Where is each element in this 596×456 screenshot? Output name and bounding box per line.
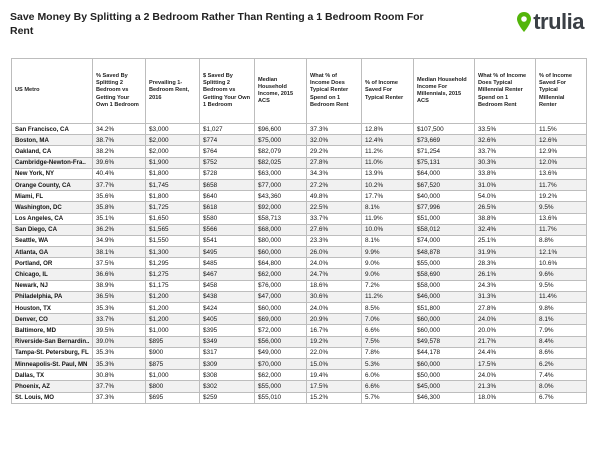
table-row (12, 191, 587, 202)
value-cell: $728 (200, 168, 255, 179)
metro-cell: Los Angeles, CA (12, 213, 93, 224)
value-cell: 10.0% (362, 224, 414, 235)
value-cell: 36.6% (93, 269, 146, 280)
value-cell: $658 (200, 179, 255, 190)
value-cell: 7.8% (362, 347, 414, 358)
table-row (12, 347, 587, 358)
value-cell: 19.4% (307, 370, 362, 381)
value-cell: 6.6% (362, 325, 414, 336)
value-cell: 12.6% (536, 135, 587, 146)
value-cell: $800 (146, 381, 200, 392)
table-row (12, 303, 587, 314)
value-cell: $618 (200, 202, 255, 213)
value-cell: 11.7% (536, 179, 587, 190)
value-cell: $62,000 (255, 370, 307, 381)
value-cell: 38.2% (93, 146, 146, 157)
value-cell: $74,000 (414, 235, 475, 246)
value-cell: 27.6% (307, 224, 362, 235)
value-cell: $51,800 (414, 303, 475, 314)
value-cell: 24.0% (475, 370, 536, 381)
value-cell: 16.7% (307, 325, 362, 336)
value-cell: 34.3% (307, 168, 362, 179)
value-cell: 25.1% (475, 235, 536, 246)
value-cell: $68,000 (255, 224, 307, 235)
value-cell: $70,000 (255, 358, 307, 369)
metro-cell: Chicago, IL (12, 269, 93, 280)
value-cell: $50,000 (414, 370, 475, 381)
value-cell: 19.2% (536, 191, 587, 202)
brand-name: trulia (533, 9, 584, 34)
value-cell: 20.9% (307, 314, 362, 325)
table-row (12, 370, 587, 381)
value-cell: 21.7% (475, 336, 536, 347)
value-cell: 37.7% (93, 381, 146, 392)
column-header: What % of Income Does Typical Renter Spend on 1 Bedroom Rent (307, 59, 362, 124)
value-cell: 6.0% (362, 370, 414, 381)
metro-cell: St. Louis, MO (12, 392, 93, 403)
value-cell: 28.3% (475, 258, 536, 269)
value-cell: $96,600 (255, 124, 307, 135)
value-cell: $58,012 (414, 224, 475, 235)
value-cell: $51,000 (414, 213, 475, 224)
value-cell: $107,500 (414, 124, 475, 135)
value-cell: $63,000 (255, 168, 307, 179)
value-cell: 17.7% (362, 191, 414, 202)
value-cell: 8.8% (536, 235, 587, 246)
table-row (12, 168, 587, 179)
value-cell: 32.6% (475, 135, 536, 146)
table-row (12, 336, 587, 347)
value-cell: 32.4% (475, 224, 536, 235)
value-cell: 17.5% (475, 358, 536, 369)
value-cell: 9.9% (362, 247, 414, 258)
table-row (12, 202, 587, 213)
value-cell: 26.0% (307, 247, 362, 258)
value-cell: $60,000 (414, 325, 475, 336)
value-cell: $60,000 (414, 314, 475, 325)
value-cell: 30.6% (307, 291, 362, 302)
value-cell: $77,000 (255, 179, 307, 190)
value-cell: $438 (200, 291, 255, 302)
table-row (12, 258, 587, 269)
value-cell: $900 (146, 347, 200, 358)
value-cell: $485 (200, 258, 255, 269)
metro-cell: Oakland, CA (12, 146, 93, 157)
column-header: Prevailing 1-Bedroom Rent, 2016 (146, 59, 200, 124)
column-header: $ Saved By Splitting 2 Bedroom vs Getting Your Own 1 Bedroom (200, 59, 255, 124)
column-header: What % of Income Does Typical Millennial Renter Spend on 1 Bedroom Rent (475, 59, 536, 124)
value-cell: 15.0% (307, 358, 362, 369)
value-cell: 37.3% (307, 124, 362, 135)
metro-cell: Atlanta, GA (12, 247, 93, 258)
value-cell: 15.2% (307, 392, 362, 403)
value-cell: 12.8% (362, 124, 414, 135)
value-cell: $60,000 (255, 247, 307, 258)
value-cell: $317 (200, 347, 255, 358)
value-cell: 29.2% (307, 146, 362, 157)
value-cell: 54.0% (475, 191, 536, 202)
metro-cell: San Francisco, CA (12, 124, 93, 135)
table-body (12, 124, 587, 404)
value-cell: 12.0% (536, 157, 587, 168)
value-cell: 34.2% (93, 124, 146, 135)
value-cell: 26.5% (475, 202, 536, 213)
table-row (12, 269, 587, 280)
value-cell: 39.0% (93, 336, 146, 347)
value-cell: $875 (146, 358, 200, 369)
value-cell: 37.7% (93, 179, 146, 190)
value-cell: $45,000 (414, 381, 475, 392)
value-cell: $40,000 (414, 191, 475, 202)
value-cell: 49.8% (307, 191, 362, 202)
value-cell: 27.2% (307, 179, 362, 190)
value-cell: 35.1% (93, 213, 146, 224)
value-cell: $62,000 (255, 269, 307, 280)
trulia-logo (517, 10, 584, 34)
value-cell: 17.5% (307, 381, 362, 392)
value-cell: $1,800 (146, 168, 200, 179)
value-cell: 20.0% (475, 325, 536, 336)
value-cell: $58,713 (255, 213, 307, 224)
value-cell: 5.3% (362, 358, 414, 369)
value-cell: 11.2% (362, 291, 414, 302)
metro-cell: Riverside-San Bernardin.. (12, 336, 93, 347)
value-cell: $73,669 (414, 135, 475, 146)
value-cell: $60,000 (414, 358, 475, 369)
value-cell: $774 (200, 135, 255, 146)
value-cell: 9.0% (362, 269, 414, 280)
value-cell: 11.0% (362, 157, 414, 168)
value-cell: $467 (200, 269, 255, 280)
value-cell: 7.2% (362, 280, 414, 291)
metro-cell: Minneapolis-St. Paul, MN (12, 358, 93, 369)
metro-cell: Cambridge-Newton-Fra.. (12, 157, 93, 168)
value-cell: 22.0% (307, 347, 362, 358)
value-cell: $67,520 (414, 179, 475, 190)
metro-cell: Portland, OR (12, 258, 93, 269)
table-row (12, 235, 587, 246)
value-cell: 31.0% (475, 179, 536, 190)
value-cell: 38.9% (93, 280, 146, 291)
value-cell: 7.9% (536, 325, 587, 336)
value-cell: $1,275 (146, 269, 200, 280)
value-cell: 33.7% (475, 146, 536, 157)
value-cell: $49,578 (414, 336, 475, 347)
value-cell: $259 (200, 392, 255, 403)
value-cell: 23.3% (307, 235, 362, 246)
value-cell: 11.9% (362, 213, 414, 224)
value-cell: $2,000 (146, 135, 200, 146)
table-row (12, 157, 587, 168)
value-cell: $43,360 (255, 191, 307, 202)
value-cell: 40.4% (93, 168, 146, 179)
savings-table (11, 58, 587, 404)
value-cell: $1,565 (146, 224, 200, 235)
value-cell: 39.5% (93, 325, 146, 336)
value-cell: 8.1% (362, 202, 414, 213)
value-cell: $58,690 (414, 269, 475, 280)
value-cell: $1,800 (146, 191, 200, 202)
value-cell: 8.0% (536, 381, 587, 392)
value-cell: 27.8% (307, 157, 362, 168)
value-cell: 24.4% (475, 347, 536, 358)
value-cell: $55,000 (255, 381, 307, 392)
value-cell: 8.5% (362, 303, 414, 314)
value-cell: $48,878 (414, 247, 475, 258)
value-cell: $58,000 (414, 280, 475, 291)
value-cell: $75,131 (414, 157, 475, 168)
value-cell: $695 (146, 392, 200, 403)
value-cell: $308 (200, 370, 255, 381)
value-cell: $80,000 (255, 235, 307, 246)
value-cell: 24.0% (307, 258, 362, 269)
metro-cell: New York, NY (12, 168, 93, 179)
metro-cell: Denver, CO (12, 314, 93, 325)
value-cell: $3,000 (146, 124, 200, 135)
value-cell: 35.6% (93, 191, 146, 202)
metro-cell: Newark, NJ (12, 280, 93, 291)
value-cell: 24.7% (307, 269, 362, 280)
location-pin-icon (517, 12, 531, 32)
table-row (12, 135, 587, 146)
value-cell: $71,254 (414, 146, 475, 157)
value-cell: $77,996 (414, 202, 475, 213)
metro-cell: Boston, MA (12, 135, 93, 146)
value-cell: $495 (200, 247, 255, 258)
value-cell: $1,200 (146, 291, 200, 302)
table-row (12, 381, 587, 392)
value-cell: $1,900 (146, 157, 200, 168)
value-cell: $49,000 (255, 347, 307, 358)
value-cell: $1,745 (146, 179, 200, 190)
table-row (12, 247, 587, 258)
metro-cell: Miami, FL (12, 191, 93, 202)
value-cell: 33.7% (93, 314, 146, 325)
value-cell: $566 (200, 224, 255, 235)
value-cell: 18.0% (475, 392, 536, 403)
value-cell: $55,010 (255, 392, 307, 403)
value-cell: 27.8% (475, 303, 536, 314)
value-cell: $302 (200, 381, 255, 392)
value-cell: $82,025 (255, 157, 307, 168)
value-cell: 6.7% (536, 392, 587, 403)
value-cell: 24.0% (307, 303, 362, 314)
column-header: US Metro (12, 59, 93, 124)
value-cell: 22.5% (307, 202, 362, 213)
metro-cell: Phoenix, AZ (12, 381, 93, 392)
value-cell: $72,000 (255, 325, 307, 336)
table-row (12, 280, 587, 291)
value-cell: 38.7% (93, 135, 146, 146)
value-cell: $76,000 (255, 280, 307, 291)
column-header: % Saved By Splitting 2 Bedroom vs Getting Your Own 1 Bedroom (93, 59, 146, 124)
value-cell: $349 (200, 336, 255, 347)
table-row (12, 325, 587, 336)
value-cell: 34.9% (93, 235, 146, 246)
value-cell: $395 (200, 325, 255, 336)
value-cell: 33.5% (475, 124, 536, 135)
value-cell: 8.4% (536, 336, 587, 347)
value-cell: 7.5% (362, 336, 414, 347)
value-cell: 35.8% (93, 202, 146, 213)
value-cell: $1,725 (146, 202, 200, 213)
value-cell: $1,300 (146, 247, 200, 258)
value-cell: 31.3% (475, 291, 536, 302)
value-cell: 9.5% (536, 280, 587, 291)
page-title: Save Money By Splitting a 2 Bedroom Rather Than Renting a 1 Bedroom Room For Rent (10, 11, 424, 37)
metro-cell: Seattle, WA (12, 235, 93, 246)
value-cell: 9.6% (536, 269, 587, 280)
value-cell: $1,000 (146, 370, 200, 381)
value-cell: $405 (200, 314, 255, 325)
metro-cell: Philadelphia, PA (12, 291, 93, 302)
table-row (12, 224, 587, 235)
column-header: % of Income Saved For Typical Renter (362, 59, 414, 124)
value-cell: 37.5% (93, 258, 146, 269)
value-cell: 24.3% (475, 280, 536, 291)
value-cell: $752 (200, 157, 255, 168)
value-cell: $46,000 (414, 291, 475, 302)
value-cell: $1,200 (146, 303, 200, 314)
value-cell: $640 (200, 191, 255, 202)
table-row (12, 179, 587, 190)
table-row (12, 213, 587, 224)
value-cell: 6.2% (536, 358, 587, 369)
value-cell: 33.7% (307, 213, 362, 224)
value-cell: $895 (146, 336, 200, 347)
value-cell: 9.0% (362, 258, 414, 269)
value-cell: $1,200 (146, 314, 200, 325)
column-header: Median Household Income, 2015 ACS (255, 59, 307, 124)
metro-cell: Houston, TX (12, 303, 93, 314)
value-cell: 11.7% (536, 224, 587, 235)
value-cell: 32.0% (307, 135, 362, 146)
value-cell: 18.6% (307, 280, 362, 291)
value-cell: 10.2% (362, 179, 414, 190)
value-cell: 7.0% (362, 314, 414, 325)
value-cell: $1,295 (146, 258, 200, 269)
value-cell: 13.9% (362, 168, 414, 179)
value-cell: 11.4% (536, 291, 587, 302)
value-cell: $1,027 (200, 124, 255, 135)
table-row (12, 358, 587, 369)
value-cell: 35.3% (93, 347, 146, 358)
value-cell: 21.3% (475, 381, 536, 392)
value-cell: $424 (200, 303, 255, 314)
value-cell: $64,000 (414, 168, 475, 179)
value-cell: 6.6% (362, 381, 414, 392)
metro-cell: Dallas, TX (12, 370, 93, 381)
column-header: % of Income Saved For Typical Millennial Renter (536, 59, 587, 124)
value-cell: $764 (200, 146, 255, 157)
value-cell: $2,000 (146, 146, 200, 157)
value-cell: $541 (200, 235, 255, 246)
table-row (12, 314, 587, 325)
value-cell: 26.1% (475, 269, 536, 280)
metro-cell: Tampa-St. Petersburg, FL (12, 347, 93, 358)
value-cell: 12.9% (536, 146, 587, 157)
value-cell: 35.3% (93, 303, 146, 314)
value-cell: $60,000 (255, 303, 307, 314)
value-cell: $75,000 (255, 135, 307, 146)
value-cell: 30.8% (93, 370, 146, 381)
value-cell: 8.6% (536, 347, 587, 358)
value-cell: 39.6% (93, 157, 146, 168)
value-cell: $44,178 (414, 347, 475, 358)
value-cell: 30.3% (475, 157, 536, 168)
value-cell: 11.5% (536, 124, 587, 135)
value-cell: 13.6% (536, 168, 587, 179)
value-cell: 5.7% (362, 392, 414, 403)
table-header-row (12, 59, 587, 124)
value-cell: 11.2% (362, 146, 414, 157)
value-cell: $47,000 (255, 291, 307, 302)
metro-cell: Washington, DC (12, 202, 93, 213)
value-cell: 24.0% (475, 314, 536, 325)
value-cell: 8.1% (362, 235, 414, 246)
value-cell: 36.2% (93, 224, 146, 235)
value-cell: $1,175 (146, 280, 200, 291)
value-cell: $56,000 (255, 336, 307, 347)
value-cell: 10.6% (536, 258, 587, 269)
value-cell: 7.4% (536, 370, 587, 381)
value-cell: 8.1% (536, 314, 587, 325)
metro-cell: Orange County, CA (12, 179, 93, 190)
value-cell: 33.8% (475, 168, 536, 179)
value-cell: 12.1% (536, 247, 587, 258)
metro-cell: Baltimore, MD (12, 325, 93, 336)
value-cell: $69,000 (255, 314, 307, 325)
value-cell: $92,000 (255, 202, 307, 213)
column-header: Median Household Income For Millennials, 2015 ACS (414, 59, 475, 124)
value-cell: 36.5% (93, 291, 146, 302)
value-cell: $309 (200, 358, 255, 369)
value-cell: 12.4% (362, 135, 414, 146)
value-cell: $1,550 (146, 235, 200, 246)
value-cell: $1,000 (146, 325, 200, 336)
value-cell: $64,800 (255, 258, 307, 269)
value-cell: 35.3% (93, 358, 146, 369)
value-cell: $55,000 (414, 258, 475, 269)
metro-cell: San Diego, CA (12, 224, 93, 235)
value-cell: $82,079 (255, 146, 307, 157)
table-row (12, 291, 587, 302)
value-cell: $46,300 (414, 392, 475, 403)
table-row (12, 146, 587, 157)
value-cell: $458 (200, 280, 255, 291)
value-cell: $580 (200, 213, 255, 224)
value-cell: 9.5% (536, 202, 587, 213)
value-cell: 13.6% (536, 213, 587, 224)
value-cell: 37.3% (93, 392, 146, 403)
table-row (12, 392, 587, 403)
value-cell: 31.9% (475, 247, 536, 258)
value-cell: 38.8% (475, 213, 536, 224)
table-row (12, 124, 587, 135)
value-cell: 38.1% (93, 247, 146, 258)
value-cell: 19.2% (307, 336, 362, 347)
value-cell: $1,650 (146, 213, 200, 224)
value-cell: 9.8% (536, 303, 587, 314)
